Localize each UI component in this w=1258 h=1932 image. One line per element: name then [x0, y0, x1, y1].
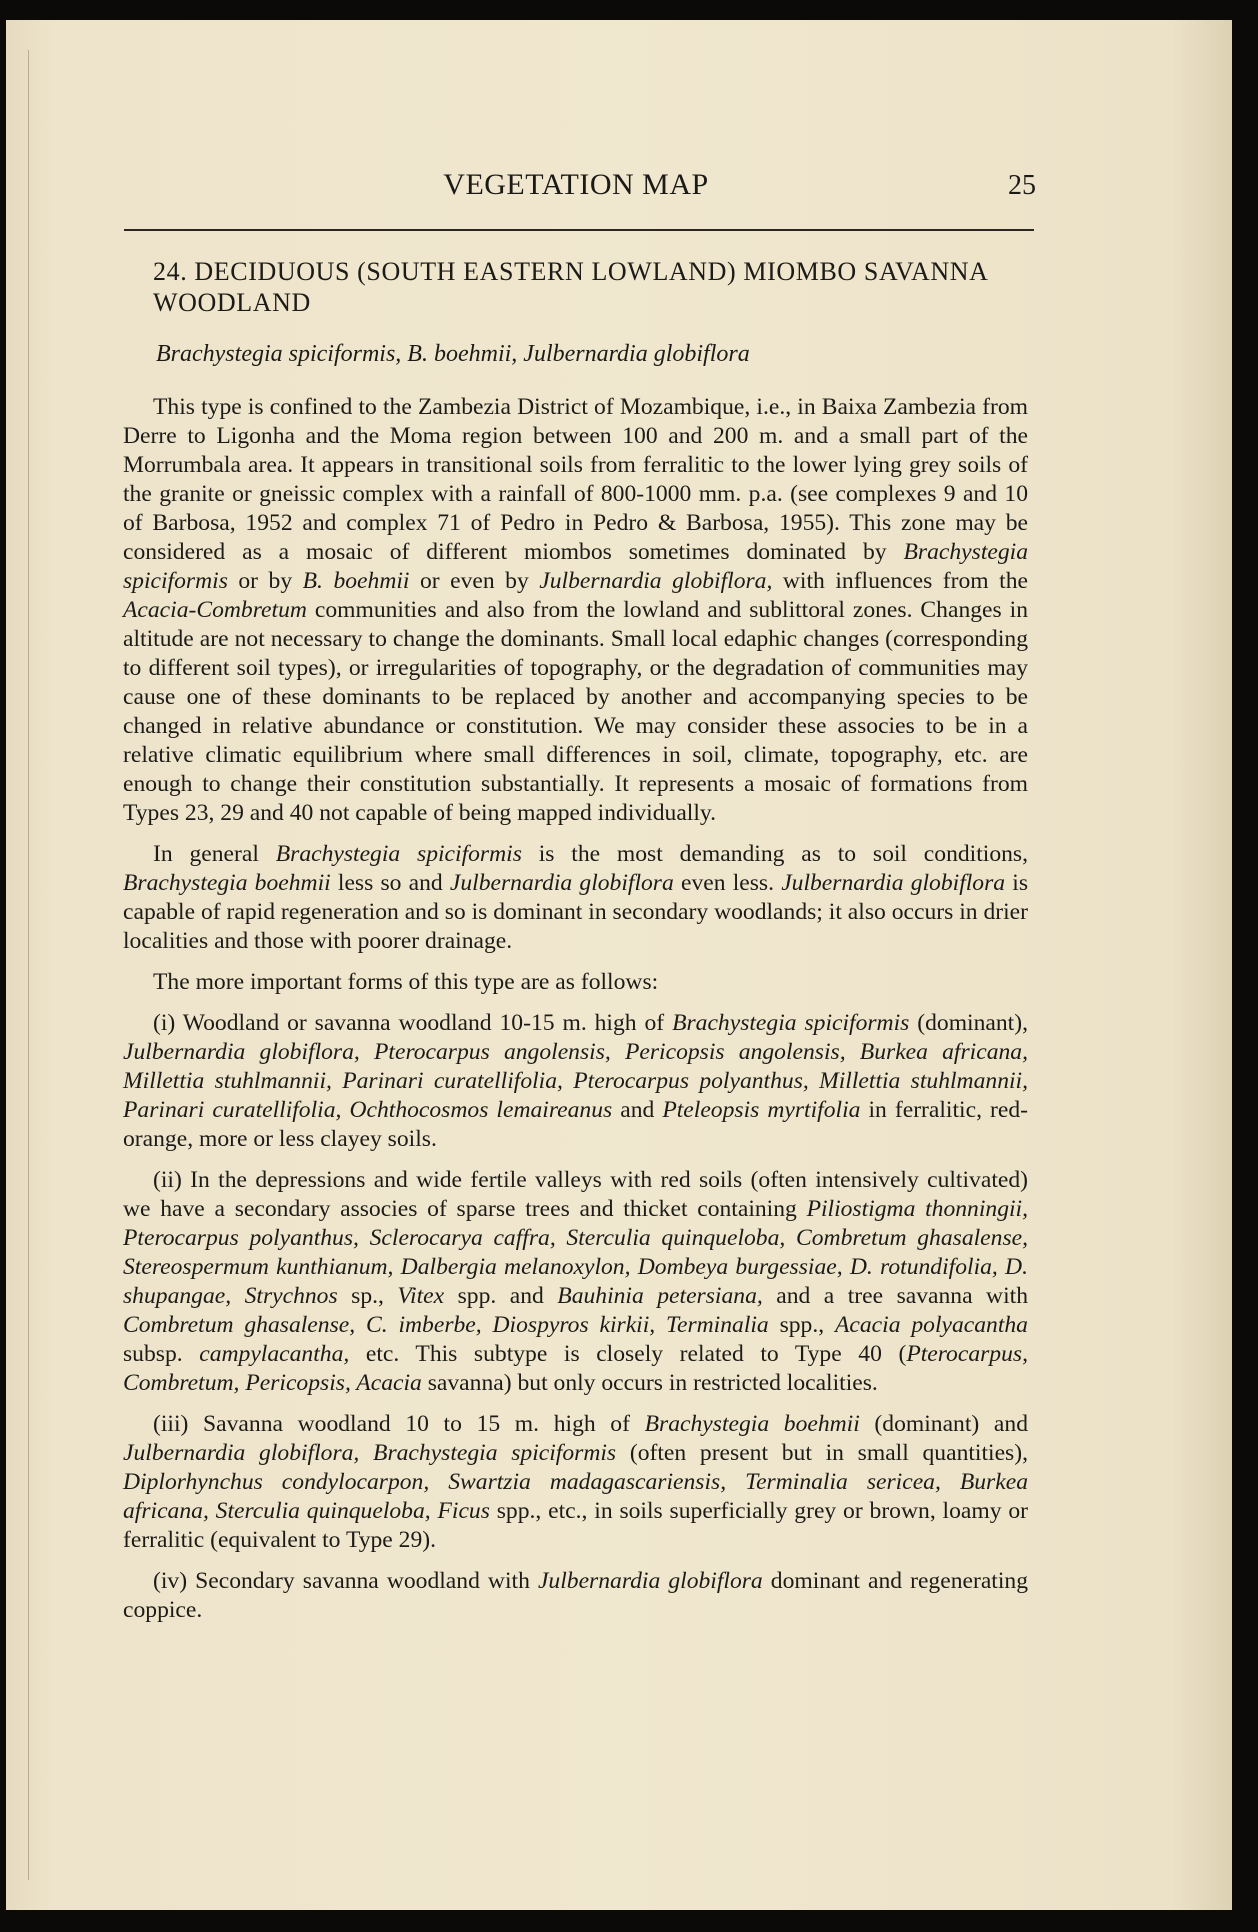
page-number: 25: [1008, 170, 1036, 201]
text-run: even less.: [673, 870, 782, 896]
text-run: (often present but in small quantities),: [616, 1440, 1028, 1466]
italic-run: campylacantha,: [199, 1341, 350, 1367]
italic-run: Acacia-Combretum: [123, 597, 307, 623]
text-run: dominant and regenerating coppice.: [123, 1568, 1029, 1623]
text-run: (ii) In the depressions and wide fertile valleys with red soils (often intensively cultivated) we have a secondary associes of sparse trees and thicket containing: [123, 1167, 1028, 1222]
italic-run: Piliostigma thonningii, Pterocarpus polyanthus, Sclerocarya caffra, Sterculia quinqueloba, Combretum ghasalense, Stereospermum kunthianum, Dalbergia melanoxylon, Dombeya burgessiae, D. rotundifolia, D. shupangae, Strychnos: [123, 1196, 1028, 1309]
text-run: and: [612, 1097, 663, 1123]
dominant-species-line: Brachystegia spiciformis, B. boehmii, Julbernardia globiflora: [156, 341, 750, 367]
body-paragraph: [123, 1567, 1028, 1625]
text-run: The more important forms of this type are as follows:: [153, 969, 659, 995]
italic-run: Bauhinia petersiana,: [557, 1283, 763, 1309]
italic-run: Acacia polyacantha: [835, 1312, 1028, 1338]
text-run: is capable of rapid regeneration and so is dominant in secondary woodlands; it also occurs in drier localities and those with poorer drainage.: [123, 870, 1029, 954]
body-paragraph: [123, 968, 1028, 997]
italic-run: Pteleopsis myrtifolia: [662, 1097, 861, 1123]
italic-run: Julbernardia globiflora: [537, 1568, 763, 1594]
text-run: (iii) Savanna woodland 10 to 15 m. high of: [153, 1411, 645, 1437]
italic-run: Brachystegia spiciformis: [275, 841, 522, 867]
italic-run: Julbernardia globiflora: [449, 870, 674, 896]
body-paragraph: [123, 1166, 1028, 1398]
italic-run: Julbernardia globiflora, Brachystegia spiciformis: [123, 1440, 617, 1466]
text-run: (i) Woodland or savanna woodland 10-15 m. high of: [153, 1010, 673, 1036]
italic-run: Combretum ghasalense, C. imberbe, Diospyros kirkii, Terminalia: [123, 1312, 769, 1338]
text-run: communities and also from the lowland and sublittoral zones. Changes in altitude are not necessary to change the dominants. Small local edaphic changes (corresponding to different soil types), or irregularities of topography, or the degradation of communities may cause one of these dominants to be replaced by another and accompanying species to be changed in relative abundance or constitution. We may consider these associes to be in a relative climatic equilibrium where small differences in soil, climate, topography, etc. are enough to change their constitution substantially. It represents a mosaic of formations from Types 23, 29 and 40 not capable of being mapped individually.: [123, 597, 1028, 826]
text-run: sp.,: [337, 1283, 398, 1309]
text-run: subsp.: [123, 1341, 200, 1367]
italic-run: Julbernardia globiflora: [781, 870, 1006, 896]
text-run: spp., etc., in soils superficially grey or brown, loamy or ferralitic (equivalent to Type 29).: [123, 1498, 1028, 1553]
italic-run: Diplorhynchus condylocarpon, Swartzia madagascariensis, Terminalia sericea, Burkea africana, Sterculia quinqueloba, Ficus: [123, 1469, 1028, 1524]
page-body: [123, 256, 1028, 1637]
section-heading: 24. DECIDUOUS (SOUTH EASTERN LOWLAND) MIOMBO SAVANNA WOODLAND: [153, 257, 988, 317]
text-run: (dominant) and: [859, 1411, 1028, 1437]
running-title: VEGETATION MAP: [443, 168, 709, 201]
text-run: In general: [153, 841, 276, 867]
text-run: in ferralitic, red-orange, more or less clayey soils.: [123, 1097, 1028, 1152]
text-run: or by: [227, 568, 303, 594]
body-paragraph: [123, 1009, 1028, 1154]
book-page: [6, 20, 1232, 1910]
text-run: is the most demanding as to soil conditions,: [521, 841, 1029, 867]
text-run: spp.,: [768, 1312, 835, 1338]
body-paragraph: [123, 393, 1028, 828]
italic-run: Brachystegia spiciformis: [123, 539, 1028, 594]
text-run: with influences from the: [772, 568, 1028, 594]
header-rule: [124, 229, 1034, 231]
italic-run: B. boehmii: [302, 568, 410, 594]
text-run: (iv) Secondary savanna woodland with: [153, 1568, 538, 1594]
italic-run: Vitex: [397, 1283, 445, 1309]
text-run: (dominant),: [909, 1010, 1028, 1036]
italic-run: Julbernardia globiflora,: [539, 568, 773, 594]
italic-run: Pterocarpus, Combretum, Pericopsis, Acacia: [123, 1341, 1028, 1396]
body-paragraph: [123, 1410, 1028, 1555]
body-paragraph: [123, 840, 1028, 956]
italic-run: Brachystegia boehmii: [123, 870, 331, 896]
italic-run: Brachystegia spiciformis: [672, 1010, 910, 1036]
text-run: or even by: [409, 568, 540, 594]
text-run: spp. and: [444, 1283, 558, 1309]
page-header: [116, 168, 1036, 214]
text-run: This type is confined to the Zambezia District of Mozambique, i.e., in Baixa Zambezia from Derre to Ligonha and the Moma region between 100 and 200 m. and a small part of the Morrumbala area. It appears in transitional soils from ferralitic to the lower lying grey soils of the granite or gneissic complex with a rainfall of 800-1000 mm. p.a. (see complexes 9 and 10 of Barbosa, 1952 and complex 71 of Pedro in Pedro & Barbosa, 1955). This zone may be considered as a mosaic of different miombos sometimes dominated by: [123, 394, 1028, 565]
text-run: and a tree savanna with: [762, 1283, 1028, 1309]
italic-run: Brachystegia boehmii: [644, 1411, 860, 1437]
italic-run: Julbernardia globiflora, Pterocarpus angolensis, Pericopsis angolensis, Burkea africana, Millettia stuhlmannii, Parinari curatellifolia, Pterocarpus polyanthus, Millettia stuhlmannii, Parinari curatellifolia, Ochthocosmos lemaireanus: [123, 1039, 1028, 1123]
gutter-line: [28, 50, 29, 1880]
body-paragraphs: [123, 393, 1028, 1625]
text-run: savanna) but only occurs in restricted localities.: [421, 1370, 878, 1396]
text-run: etc. This subtype is closely related to Type 40 (: [349, 1341, 907, 1367]
text-run: less so and: [330, 870, 450, 896]
